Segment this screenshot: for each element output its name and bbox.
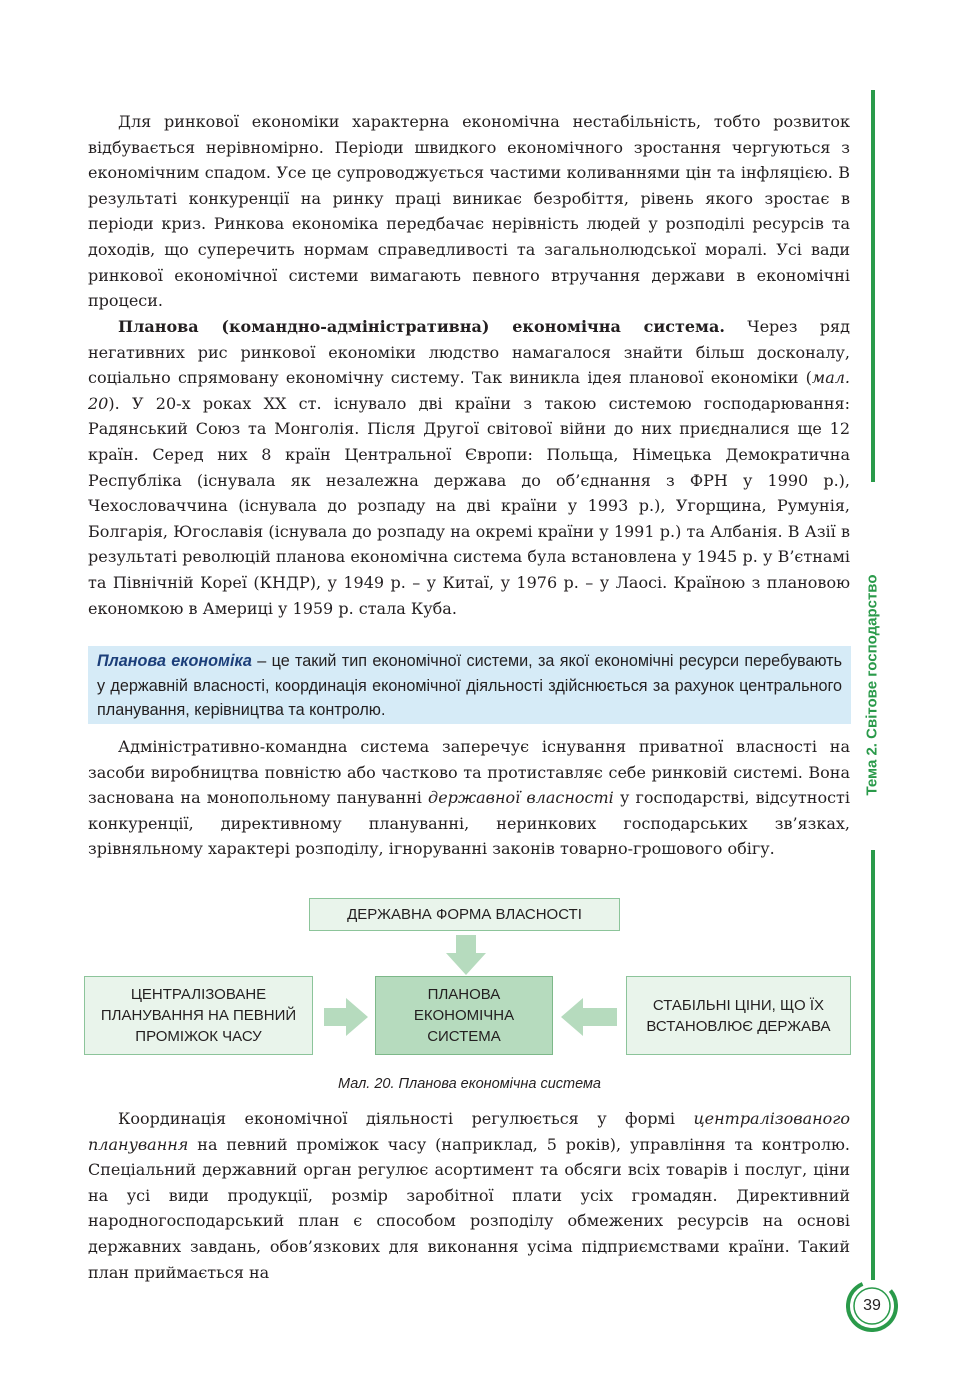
figure-reference: мал. 20 xyxy=(88,368,850,413)
section-heading: Планова (командно-адміністративна) економічна система. xyxy=(118,317,725,336)
paragraph-span: ). У 20-х роках XX ст. існувало дві країни з такою системою господарювання: Радянський Союз та Монголія. Після Другої світової війни до них приєдналися ще 12 країн. Серед них 8 країн Центральної Європи: Польща, Німецька Демократична Республіка (існувала як незалежна держава до об’єднання з ФРН у 1990 р.), Чехословаччина (існувала до розпаду на дві країни у 1993 р.), Угорщина, Румунія, Болгарія, Югославія (існувала до розпаду на окремі країни у 1991 р.) та Албанія. В Азії в результаті революцій планова економічна система була встановлена у 1945 р. у В’єтнамі та Північній Кореї (КНДР), у 1949 р. – у Китаї, у 1976 р. – у Лаосі. Країною з плановою економкою в Америці у 1959 р. стала Куба. xyxy=(88,393,850,618)
paragraph-market-instability xyxy=(88,109,850,314)
emphasis-term: державної власності xyxy=(428,788,614,808)
definition-term: Планова економіка xyxy=(97,652,252,670)
diagram-box-state-ownership: ДЕРЖАВНА ФОРМА ВЛАСНОСТІ xyxy=(309,898,620,931)
arrow-right-icon xyxy=(324,998,368,1036)
paragraph-span: Через ряд негативних рис ринкової економіки людство намагалося знайти більш досконалу, соціально спрямовану економічну систему. Так виникла ідея планової економіки ( xyxy=(88,317,850,388)
margin-line-bottom xyxy=(871,850,875,1280)
paragraph-coordination xyxy=(88,1106,850,1285)
page-number-badge xyxy=(846,1280,898,1332)
paragraph-text: Для ринкової економіки характерна економічна нестабільність, тобто розвиток відбувається нерівномірно. Періоди швидкого економічного зростання чергуються з економічним спадом. Усе це супроводжується частими коливаннями цін та інфляцією. В результаті конкуренції на ринку праці виникає безробіття, рівень якого зростає в періоди криз. Ринкова економіка передбачає нерівність людей у розподілі ресурсів та доходів, що суперечить нормам справедливості та загальнолюдської моралі. Усі вади ринкової економічної системи вимагають певного втручання держави в економічні процеси. xyxy=(88,112,850,311)
chapter-tab xyxy=(852,530,892,840)
definition-box xyxy=(88,646,851,724)
diagram-box-stable-prices: СТАБІЛЬНІ ЦІНИ, ЩО ЇХ ВСТАНОВЛЮЄ ДЕРЖАВА xyxy=(626,976,851,1055)
emphasis-term: централізованого планування xyxy=(88,1109,850,1154)
arrow-down-icon xyxy=(446,935,486,975)
paragraph-span: у господарстві, відсутності конкуренції, директивному плануванні, неринкових господарських зв’язках, зрівняльному характері розподілу, ігноруванні законів товарно-грошового обігу. xyxy=(88,788,851,859)
chapter-tab-label: Тема 2. Світове господарство xyxy=(863,574,881,796)
arrow-left-icon xyxy=(561,998,617,1036)
paragraph-command-system xyxy=(88,734,850,862)
paragraph-planned-system xyxy=(88,314,850,621)
paragraph-text xyxy=(88,1106,850,1285)
paragraph-text xyxy=(88,734,850,862)
definition-text xyxy=(97,649,842,723)
paragraph-text xyxy=(88,314,850,621)
definition-body: – це такий тип економічної системи, за якої економічні ресурси перебувають у державній власності, координація економічної діяльності здійснюється за рахунок центрального планування, керівництва та контролю. xyxy=(97,652,843,719)
paragraph-span: Координація економічної діяльності регулюється у формі xyxy=(118,1109,694,1128)
paragraph-span: Адміністративно-командна система заперечує існування приватної власності на засоби виробництва повністю або частково та протиставляє себе ринковій системі. Вона заснована на монопольному пануванні xyxy=(88,737,850,808)
figure-caption: Мал. 20. Планова економічна система xyxy=(337,1076,601,1092)
page-number: 39 xyxy=(863,1297,881,1314)
diagram-box-planned-economy: ПЛАНОВА ЕКОНОМІЧНА СИСТЕМА xyxy=(375,976,553,1055)
margin-line-top xyxy=(871,90,875,482)
paragraph-span: на певний проміжок часу (наприклад, 5 років), управління та контролю. Спеціальний державний орган регулює асортимент та обсяги всіх товарів і послуг, ціни на усі види продукції, розмір заробітної плати усіх громадян. Директивний народногосподарський план є способом розподілу обмежених ресурсів на основі державних завдань, обов’язкових для виконання усіма підприємствами країни. Такий план приймається на xyxy=(88,1134,850,1282)
diagram-box-centralized-planning: ЦЕНТРАЛІЗОВАНЕ ПЛАНУВАННЯ НА ПЕВНИЙ ПРОМІЖОК ЧАСУ xyxy=(84,976,313,1055)
